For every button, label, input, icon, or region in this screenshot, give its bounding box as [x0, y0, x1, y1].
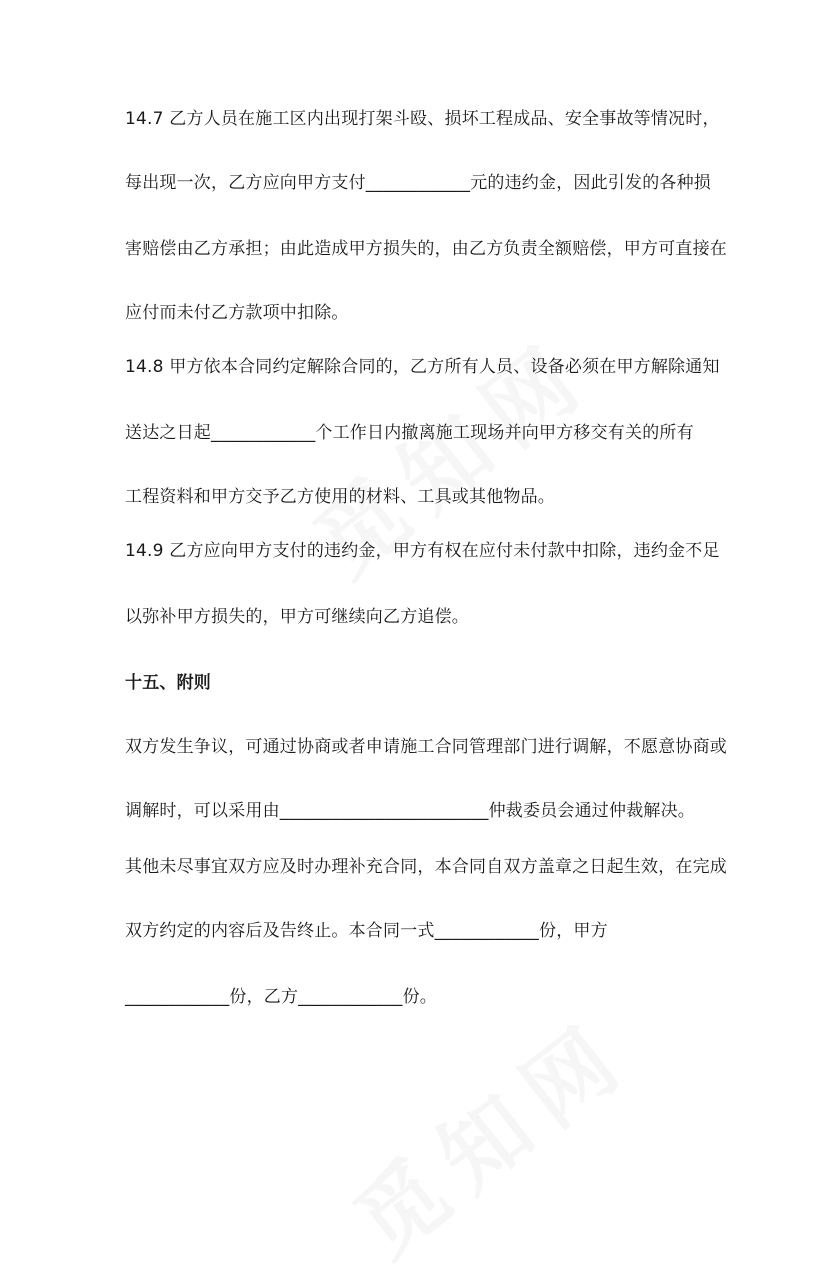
clause-14-9-line-2: 以弥补甲方损失的，甲方可继续向乙方追偿。	[125, 607, 469, 627]
clause-14-7-line-4: 应付而未付乙方款项中扣除。	[125, 303, 349, 323]
section-15-line-2: 调解时，可以采用由________________________仲裁委员会通过仲裁解决。	[125, 801, 695, 821]
watermark	[325, 985, 653, 1280]
clause-14-8-line-3: 工程资料和甲方交予乙方使用的材料、工具或其他物品。	[125, 487, 555, 507]
section-15-line-4: 双方约定的内容后及告终止。本合同一式____________份，甲方	[125, 921, 608, 941]
section-15-line-5: ____________份，乙方____________份。	[125, 987, 437, 1007]
clause-14-9-line-1: 14.9 乙方应向甲方支付的违约金，甲方有权在应付未付款中扣除，违约金不足	[125, 541, 720, 561]
clause-14-7-line-1: 14.7 乙方人员在施工区内出现打架斗殴、损坏工程成品、安全事故等情况时，	[125, 109, 720, 129]
section-heading: 十五、附则	[125, 673, 211, 693]
clause-14-7-line-3: 害赔偿由乙方承担；由此造成甲方损失的，由乙方负责全额赔偿，甲方可直接在	[125, 239, 727, 259]
section-15-line-1: 双方发生争议，可通过协商或者申请施工合同管理部门进行调解，不愿意协商或	[125, 737, 727, 757]
clause-14-8-line-1: 14.8 甲方依本合同约定解除合同的，乙方所有人员、设备必须在甲方解除通知	[125, 357, 720, 377]
clause-14-7-line-2: 每出现一次，乙方应向甲方支付____________元的违约金，因此引发的各种损	[125, 173, 711, 193]
section-15-line-3: 其他未尽事宜双方应及时办理补充合同，本合同自双方盖章之日起生效，在完成	[125, 857, 727, 877]
clause-14-8-line-2: 送达之日起____________个工作日内撤离施工现场并向甲方移交有关的所有	[125, 423, 694, 443]
